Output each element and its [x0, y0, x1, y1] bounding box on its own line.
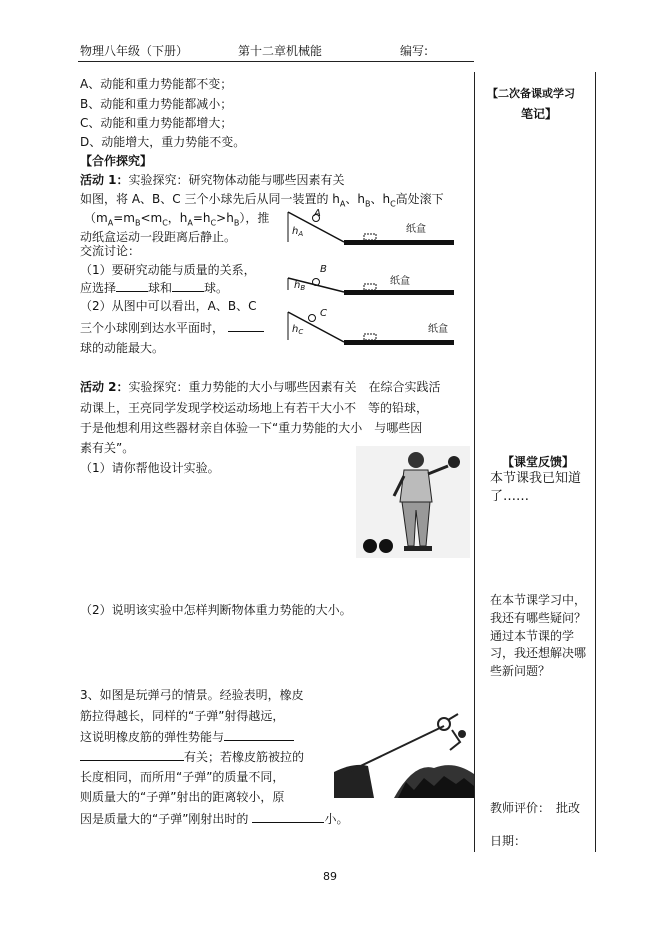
doubt-line-3: 通过本节课的学 [490, 629, 575, 643]
q3-text: 这说明橡皮筋的弹性势能与 [80, 730, 225, 744]
feedback-title: 【课堂反馈】 [502, 455, 575, 469]
label-hc [292, 324, 303, 336]
teacher-evaluation: 教师评价： 批改 [490, 801, 581, 815]
activity1-line1-end: 高处滚下 [395, 192, 444, 206]
cond-part: ，h [167, 211, 188, 225]
notes-title-1: 【二次备课或学习 [487, 87, 575, 100]
sub-hc: C [390, 199, 396, 209]
ramp-figure [280, 208, 460, 354]
cond-sub: C [210, 218, 217, 228]
ramp-panel-c [288, 308, 454, 345]
q3-line6: 则质量大的“子弹”射出的距离较小，原 [80, 790, 285, 804]
header-rule [78, 61, 474, 62]
discussion-label: 交流讨论： [80, 244, 141, 258]
label-ball-b: B [320, 264, 327, 275]
activity1-line1-text: 如图，将 A、B、C 三个小球先后从同一装置的 h [80, 192, 340, 206]
rubber-band [348, 726, 444, 772]
q3-text: 小。 [324, 812, 349, 826]
activity2-line1-text: 实验探究：重力势能的大小与哪些因素有关 在综合实践活 [128, 380, 441, 394]
section-title: 【合作探究】 [80, 154, 153, 168]
paper-box [364, 234, 376, 240]
blank-speed[interactable] [252, 810, 324, 823]
q1-text: 应选择 [80, 281, 117, 295]
activity1-line3: 动纸盒运动一段距离后静止。 [80, 230, 237, 244]
activity2-q1: （1）请你帮他设计实验。 [80, 461, 220, 475]
cond-sub: B [134, 218, 141, 228]
cond-part: =m [113, 211, 135, 225]
activity1-q1-answer [80, 279, 228, 296]
header-editor: 编写: [400, 44, 429, 58]
doubt-line-1: 在本节课学习中， [490, 593, 587, 607]
q3-text: 因是质量大的“子弹”刚射出时的 [80, 812, 249, 826]
q3-line4 [80, 748, 304, 765]
q3-line7 [80, 810, 348, 827]
doubt-line-5: 些新问题？ [490, 664, 551, 678]
page-number: 89 [323, 870, 337, 883]
cond-part: ），推 [239, 211, 270, 225]
activity2-title: 活动 2： [80, 380, 129, 394]
main-column-divider [474, 72, 475, 852]
q3-text: 有关；若橡皮筋被拉的 [184, 750, 305, 764]
h-letter: h [292, 226, 299, 237]
activity2-line2: 动课上，王亮同学发现学校运动场地上有若干大小不 等的铅球， [80, 401, 429, 415]
sub-hb: B [364, 199, 371, 209]
activity2-q2: （2）说明该实验中怎样判断物体重力势能的大小。 [80, 603, 352, 617]
shot-put-held [448, 456, 460, 468]
activity1-q2-line2 [80, 319, 264, 336]
cond-sub: C [162, 218, 168, 228]
label-ball-c: C [320, 308, 327, 319]
activity1-lead-text: 实验探究：研究物体动能与哪些因素有关 [128, 173, 345, 187]
paper-box [364, 334, 376, 340]
h-letter: h [292, 324, 299, 335]
q3-line2: 筋拉得越长，同样的“子弹”射得越远， [80, 709, 285, 723]
q3-line5: 长度相同，而所用“子弹”的质量不同， [80, 770, 285, 784]
label-box: 纸盒 [406, 224, 426, 235]
head-icon [408, 452, 424, 468]
feedback-line-1: 本节课我已知道 [490, 471, 582, 486]
shot-put-ground-2 [379, 539, 393, 553]
option-c: C、动能和重力势能都增大； [80, 116, 233, 130]
h-letter: h [294, 280, 301, 291]
activity2-line3: 于是他想利用这些器材亲自体验一下“重力势能的大小 与哪些因 [80, 421, 423, 435]
option-d: D、动能增大，重力势能不变。 [80, 135, 246, 149]
side-column-divider [595, 72, 596, 852]
h-sub: C [298, 328, 304, 336]
slingshot-figure [334, 712, 474, 798]
blank-elastic-1[interactable] [224, 728, 294, 741]
q1-text: 球。 [204, 281, 229, 295]
ramp-panel-a [288, 208, 454, 245]
cond-sub: A [107, 218, 114, 228]
cond-part: <m [140, 211, 163, 225]
ball-c [309, 315, 316, 322]
activity1-q2: （2）从图中可以看出，A、B、C [80, 299, 257, 313]
shot-put-ground-1 [363, 539, 377, 553]
cond-sub: B [233, 218, 240, 228]
cond-part: （m [84, 211, 108, 225]
activity1-q2-line3: 球的动能最大。 [80, 341, 165, 355]
activity1-lead [80, 172, 345, 188]
header-course: 物理八年级（下册） [80, 44, 189, 58]
blank-elastic-2[interactable] [80, 748, 184, 761]
ramp-panel-b [288, 264, 454, 295]
blank-max-ball[interactable] [228, 319, 264, 332]
doubt-line-4: 习，我还想解决哪 [490, 646, 587, 660]
doubt-line-2: 我还有哪些疑问？ [490, 611, 587, 625]
feedback-line-2: 了…… [490, 489, 530, 504]
activity2-line1 [80, 379, 441, 395]
boy-shotput-figure [356, 446, 470, 558]
q1-text: 球和 [148, 281, 173, 295]
h-sub: A [298, 230, 304, 238]
q2-text: 三个小球刚到达水平面时， [80, 321, 225, 335]
cond-sub: A [187, 218, 193, 228]
date-label: 日期： [490, 834, 527, 848]
label-box: 纸盒 [428, 324, 448, 335]
cond-part: =h [192, 211, 211, 225]
label-ha [292, 226, 303, 238]
q3-line1: 3、如图是玩弹弓的情景。经验表明，橡皮 [80, 688, 304, 702]
option-b: B、动能和重力势能都减小； [80, 97, 233, 111]
paper-box [364, 284, 376, 290]
header-chapter: 第十二章机械能 [238, 44, 323, 58]
blank-ball-1[interactable] [116, 279, 148, 292]
notes-title-2: 笔记】 [521, 107, 558, 121]
cond-part: >h [216, 211, 234, 225]
activity2-line4: 素有关”。 [80, 441, 135, 455]
sub-ha: A [339, 199, 346, 209]
option-a: A、动能和重力势能都不变； [80, 77, 233, 91]
label-box: 纸盒 [390, 276, 410, 287]
activity1-line1: 如图，将 A、B、C 三个小球先后从同一装置的 $h_A$、$h_B$、$h_C$高处滚下 [80, 192, 444, 209]
q3-line3 [80, 728, 294, 745]
shirt-icon [400, 470, 432, 502]
activity1-q1: （1）要研究动能与质量的关系， [80, 263, 256, 277]
label-ball-a: A [314, 208, 321, 219]
h-sub: B [300, 284, 306, 292]
blank-ball-2[interactable] [172, 279, 204, 292]
activity1-title: 活动 1： [80, 173, 129, 187]
